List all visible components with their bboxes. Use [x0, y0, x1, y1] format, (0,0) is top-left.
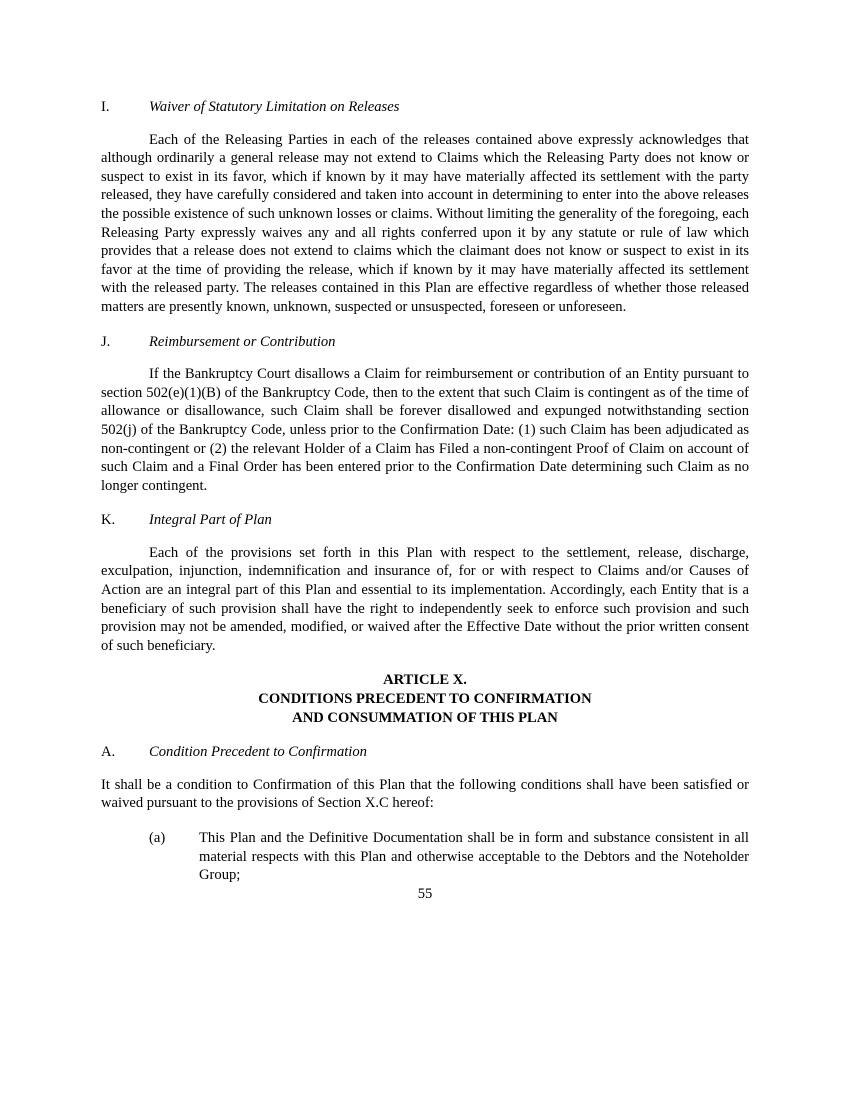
page-content [101, 98, 749, 903]
section-body-A: It shall be a condition to Confirmation of this Plan that the following conditions shall have been satisfied or waived pursuant to the provisions of Section X.C hereof: [101, 776, 749, 812]
condition-label: (a) [149, 830, 166, 846]
section-body-K: Each of the provisions set forth in this Plan with respect to the settlement, release, discharge, exculpation, injunction, indemnification and insurance of, for or with respect to Claims and/or Causes of Action are an integral part of this Plan and essential to its implementation. Accordingly, each Entity that is a beneficiary of such provision shall have the right to independently seek to enforce such provision and such provision may not be amended, modified, or waived after the Effective Date without the prior written consent of such beneficiary. [101, 544, 749, 654]
article-title-line-2: AND CONSUMMATION OF THIS PLAN [292, 709, 558, 726]
section-number: J. [101, 333, 111, 350]
section-title: Condition Precedent to Confirmation [149, 744, 367, 761]
section-title: Waiver of Statutory Limitation on Releases [149, 99, 400, 115]
section-number: K. [101, 512, 116, 529]
page-number: 55 [417, 885, 433, 902]
section-heading-K [101, 511, 749, 530]
article-title-line-1: CONDITIONS PRECEDENT TO CONFIRMATION [258, 691, 592, 708]
section-number: I. [101, 99, 110, 115]
section-body-J: If the Bankruptcy Court disallows a Claim for reimbursement or contribution of an Entity pursuant to section 502(e)(1)(B) of the Bankruptcy Code, then to the extent that such Claim is contingent as of the time of allowance or disallowance, such Claim shall be forever disallowed and expunged notwithstanding section 502(j) of the Bankruptcy Code, unless prior to the Confirmation Date: (1) such Claim has been adjudicated as non-contingent or (2) the relevant Holder of a Claim has Filed a non-contingent Proof of Claim on account of such Claim and a Final Order has been entered prior to the Confirmation Date determining such Claim as no longer contingent. [101, 366, 749, 494]
article-heading [101, 671, 749, 727]
section-number: A. [101, 744, 116, 761]
condition-text: This Plan and the Definitive Documentation shall be in form and substance consistent in all material respects with this Plan and otherwise acceptable to the Debtors and the Noteholder Group; [199, 830, 749, 884]
section-body-I: Each of the Releasing Parties in each of the releases contained above expressly acknowledges that although ordinarily a general release may not extend to Claims which the Releasing Party does not know or suspect to exist in its favor, which if known by it may have materially affected its settlement with the party released, they have carefully considered and taken into account in determining to enter into the above releases the possible existence of such unknown losses or claims. Without limiting the generality of the foregoing, each Releasing Party expressly waives any and all rights conferred upon it by any statute or rule of law which provides that a release does not extend to claims which the claimant does not know or suspect to exist in its favor at the time of providing the release, which if known by it may have materially affected its settlement with the released party. The releases contained in this Plan are effective regardless of whether those released matters are presently known, unknown, suspected or unsuspected, foreseen or unforeseen. [101, 131, 749, 315]
section-title: Reimbursement or Contribution [149, 333, 336, 350]
section-heading-J [101, 333, 749, 352]
section-heading-A [101, 743, 749, 762]
section-heading-I [101, 98, 749, 117]
condition-item [149, 829, 749, 885]
article-number: ARTICLE X. [383, 672, 467, 689]
section-title: Integral Part of Plan [149, 512, 272, 529]
